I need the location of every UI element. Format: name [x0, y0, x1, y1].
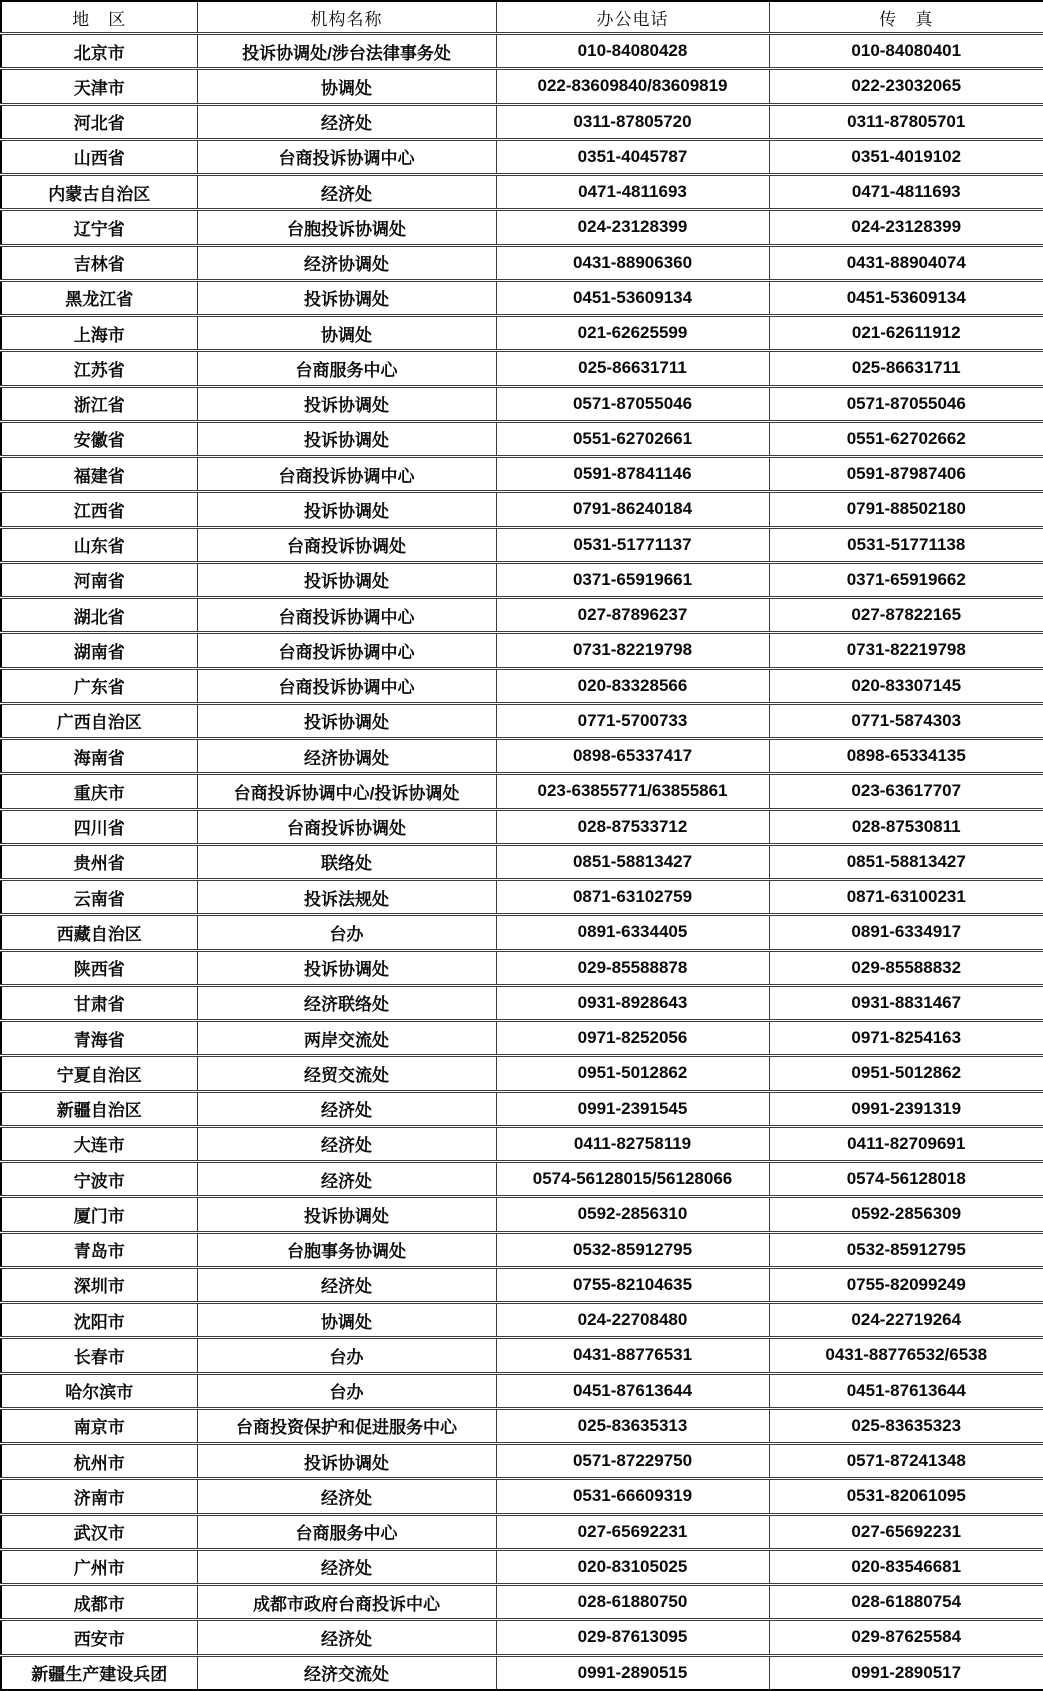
org-cell: 投诉协调处 — [197, 1197, 496, 1232]
phone-cell: 0591-87841146 — [496, 457, 769, 492]
fax-cell: 0731-82219798 — [769, 633, 1043, 668]
region-cell: 北京市 — [1, 34, 197, 69]
table-row — [1, 527, 1043, 562]
region-cell: 山东省 — [1, 527, 197, 562]
table-row — [1, 1021, 1043, 1056]
phone-cell: 020-83105025 — [496, 1549, 769, 1584]
region-cell: 湖北省 — [1, 598, 197, 633]
org-cell: 台商投诉协调中心 — [197, 139, 496, 174]
org-cell: 投诉协调处 — [197, 703, 496, 738]
fax-cell: 0411-82709691 — [769, 1126, 1043, 1161]
fax-cell: 0591-87987406 — [769, 457, 1043, 492]
header-fax: 传 真 — [769, 1, 1043, 34]
org-cell: 投诉协调处 — [197, 492, 496, 527]
phone-cell: 0951-5012862 — [496, 1056, 769, 1091]
table-row — [1, 210, 1043, 245]
phone-cell: 0411-82758119 — [496, 1126, 769, 1161]
org-cell: 经济处 — [197, 1091, 496, 1126]
region-cell: 湖南省 — [1, 633, 197, 668]
region-cell: 南京市 — [1, 1408, 197, 1443]
org-cell: 投诉协调处 — [197, 950, 496, 985]
phone-cell: 027-65692231 — [496, 1514, 769, 1549]
fax-cell: 0531-51771138 — [769, 527, 1043, 562]
region-cell: 江西省 — [1, 492, 197, 527]
region-cell: 云南省 — [1, 880, 197, 915]
phone-cell: 0574-56128015/56128066 — [496, 1162, 769, 1197]
region-cell: 辽宁省 — [1, 210, 197, 245]
region-cell: 吉林省 — [1, 245, 197, 280]
fax-cell: 0891-6334917 — [769, 915, 1043, 950]
phone-cell: 024-23128399 — [496, 210, 769, 245]
fax-cell: 0431-88776532/6538 — [769, 1338, 1043, 1373]
region-cell: 广西自治区 — [1, 703, 197, 738]
region-cell: 深圳市 — [1, 1267, 197, 1302]
fax-cell: 0532-85912795 — [769, 1232, 1043, 1267]
org-cell: 投诉协调处 — [197, 280, 496, 315]
fax-cell: 0551-62702662 — [769, 421, 1043, 456]
region-cell: 黑龙江省 — [1, 280, 197, 315]
org-cell: 经济处 — [197, 104, 496, 139]
phone-cell: 020-83328566 — [496, 668, 769, 703]
phone-cell: 0791-86240184 — [496, 492, 769, 527]
fax-cell: 0991-2890517 — [769, 1655, 1043, 1690]
phone-cell: 0451-53609134 — [496, 280, 769, 315]
region-cell: 河北省 — [1, 104, 197, 139]
org-cell: 经济协调处 — [197, 739, 496, 774]
table-row — [1, 915, 1043, 950]
region-cell: 宁夏自治区 — [1, 1056, 197, 1091]
fax-cell: 0571-87055046 — [769, 386, 1043, 421]
table-row — [1, 175, 1043, 210]
phone-cell: 028-87533712 — [496, 809, 769, 844]
phone-cell: 027-87896237 — [496, 598, 769, 633]
phone-cell: 0471-4811693 — [496, 175, 769, 210]
phone-cell: 0532-85912795 — [496, 1232, 769, 1267]
phone-cell: 021-62625599 — [496, 316, 769, 351]
org-cell: 投诉协调处 — [197, 421, 496, 456]
header-phone: 办公电话 — [496, 1, 769, 34]
table-row — [1, 950, 1043, 985]
phone-cell: 0898-65337417 — [496, 739, 769, 774]
fax-cell: 022-23032065 — [769, 69, 1043, 104]
org-cell: 台商投诉协调中心 — [197, 598, 496, 633]
fax-cell: 0571-87241348 — [769, 1444, 1043, 1479]
phone-cell: 0971-8252056 — [496, 1021, 769, 1056]
table-row — [1, 1126, 1043, 1161]
org-cell: 投诉协调处 — [197, 1444, 496, 1479]
org-cell: 台办 — [197, 915, 496, 950]
phone-cell: 0592-2856310 — [496, 1197, 769, 1232]
phone-cell: 029-85588878 — [496, 950, 769, 985]
region-cell: 西藏自治区 — [1, 915, 197, 950]
region-cell: 长春市 — [1, 1338, 197, 1373]
region-cell: 宁波市 — [1, 1162, 197, 1197]
phone-cell: 0755-82104635 — [496, 1267, 769, 1302]
fax-cell: 0371-65919662 — [769, 562, 1043, 597]
phone-cell: 0551-62702661 — [496, 421, 769, 456]
table-row — [1, 421, 1043, 456]
org-cell: 成都市政府台商投诉中心 — [197, 1585, 496, 1620]
org-cell: 台办 — [197, 1338, 496, 1373]
table-body — [1, 34, 1043, 1691]
phone-cell: 0991-2391545 — [496, 1091, 769, 1126]
region-cell: 新疆生产建设兵团 — [1, 1655, 197, 1690]
region-cell: 大连市 — [1, 1126, 197, 1161]
table-row — [1, 809, 1043, 844]
org-cell: 台商投诉协调处 — [197, 527, 496, 562]
org-cell: 经贸交流处 — [197, 1056, 496, 1091]
region-cell: 江苏省 — [1, 351, 197, 386]
fax-cell: 0451-87613644 — [769, 1373, 1043, 1408]
org-cell: 台商服务中心 — [197, 351, 496, 386]
table-row — [1, 1514, 1043, 1549]
fax-cell: 028-87530811 — [769, 809, 1043, 844]
table-header-row — [1, 1, 1043, 34]
phone-cell: 0431-88906360 — [496, 245, 769, 280]
fax-cell: 0592-2856309 — [769, 1197, 1043, 1232]
table-row — [1, 562, 1043, 597]
org-cell: 台胞投诉协调处 — [197, 210, 496, 245]
org-cell: 联络处 — [197, 844, 496, 879]
phone-cell: 0771-5700733 — [496, 703, 769, 738]
fax-cell: 024-22719264 — [769, 1303, 1043, 1338]
region-cell: 山西省 — [1, 139, 197, 174]
fax-cell: 0431-88904074 — [769, 245, 1043, 280]
table-row — [1, 739, 1043, 774]
region-cell: 浙江省 — [1, 386, 197, 421]
fax-cell: 021-62611912 — [769, 316, 1043, 351]
fax-cell: 023-63617707 — [769, 774, 1043, 809]
org-cell: 台商投诉协调处 — [197, 809, 496, 844]
region-cell: 广州市 — [1, 1549, 197, 1584]
phone-cell: 010-84080428 — [496, 34, 769, 69]
fax-cell: 0931-8831467 — [769, 985, 1043, 1020]
org-cell: 经济处 — [197, 1549, 496, 1584]
table-row — [1, 457, 1043, 492]
fax-cell: 0871-63100231 — [769, 880, 1043, 915]
table-row — [1, 1162, 1043, 1197]
table-row — [1, 1408, 1043, 1443]
region-cell: 青海省 — [1, 1021, 197, 1056]
table-row — [1, 139, 1043, 174]
region-cell: 甘肃省 — [1, 985, 197, 1020]
phone-cell: 0451-87613644 — [496, 1373, 769, 1408]
phone-cell: 025-86631711 — [496, 351, 769, 386]
org-cell: 经济交流处 — [197, 1655, 496, 1690]
region-cell: 西安市 — [1, 1620, 197, 1655]
fax-cell: 010-84080401 — [769, 34, 1043, 69]
phone-cell: 0371-65919661 — [496, 562, 769, 597]
org-cell: 经济处 — [197, 1620, 496, 1655]
region-cell: 杭州市 — [1, 1444, 197, 1479]
org-cell: 台商投诉协调中心/投诉协调处 — [197, 774, 496, 809]
table-row — [1, 1056, 1043, 1091]
table-row — [1, 316, 1043, 351]
table-row — [1, 880, 1043, 915]
phone-cell: 022-83609840/83609819 — [496, 69, 769, 104]
phone-cell: 0731-82219798 — [496, 633, 769, 668]
phone-cell: 0351-4045787 — [496, 139, 769, 174]
region-cell: 济南市 — [1, 1479, 197, 1514]
region-cell: 新疆自治区 — [1, 1091, 197, 1126]
table-row — [1, 1267, 1043, 1302]
region-cell: 武汉市 — [1, 1514, 197, 1549]
fax-cell: 0791-88502180 — [769, 492, 1043, 527]
region-cell: 海南省 — [1, 739, 197, 774]
phone-cell: 0571-87229750 — [496, 1444, 769, 1479]
org-cell: 经济联络处 — [197, 985, 496, 1020]
org-cell: 协调处 — [197, 69, 496, 104]
table-row — [1, 1549, 1043, 1584]
region-cell: 广东省 — [1, 668, 197, 703]
fax-cell: 029-85588832 — [769, 950, 1043, 985]
fax-cell: 025-86631711 — [769, 351, 1043, 386]
org-cell: 经济处 — [197, 1267, 496, 1302]
table-row — [1, 1338, 1043, 1373]
region-cell: 福建省 — [1, 457, 197, 492]
region-cell: 四川省 — [1, 809, 197, 844]
fax-cell: 0351-4019102 — [769, 139, 1043, 174]
header-region: 地 区 — [1, 1, 197, 34]
phone-cell: 028-61880750 — [496, 1585, 769, 1620]
phone-cell: 0571-87055046 — [496, 386, 769, 421]
region-cell: 内蒙古自治区 — [1, 175, 197, 210]
table-row — [1, 633, 1043, 668]
table-row — [1, 1585, 1043, 1620]
region-cell: 河南省 — [1, 562, 197, 597]
table-row — [1, 1444, 1043, 1479]
fax-cell: 0574-56128018 — [769, 1162, 1043, 1197]
org-cell: 台商服务中心 — [197, 1514, 496, 1549]
org-cell: 经济处 — [197, 1162, 496, 1197]
region-cell: 上海市 — [1, 316, 197, 351]
phone-cell: 0431-88776531 — [496, 1338, 769, 1373]
org-cell: 投诉协调处 — [197, 386, 496, 421]
region-cell: 天津市 — [1, 69, 197, 104]
org-cell: 台商投诉协调中心 — [197, 633, 496, 668]
fax-cell: 0755-82099249 — [769, 1267, 1043, 1302]
fax-cell: 0451-53609134 — [769, 280, 1043, 315]
phone-cell: 0311-87805720 — [496, 104, 769, 139]
table-row — [1, 1373, 1043, 1408]
fax-cell: 0471-4811693 — [769, 175, 1043, 210]
fax-cell: 028-61880754 — [769, 1585, 1043, 1620]
fax-cell: 0971-8254163 — [769, 1021, 1043, 1056]
region-cell: 安徽省 — [1, 421, 197, 456]
table-row — [1, 1197, 1043, 1232]
table-row — [1, 492, 1043, 527]
table-row — [1, 1479, 1043, 1514]
table-row — [1, 1303, 1043, 1338]
fax-cell: 020-83546681 — [769, 1549, 1043, 1584]
phone-cell: 0531-51771137 — [496, 527, 769, 562]
table-row — [1, 668, 1043, 703]
fax-cell: 0991-2391319 — [769, 1091, 1043, 1126]
fax-cell: 027-87822165 — [769, 598, 1043, 633]
fax-cell: 0898-65334135 — [769, 739, 1043, 774]
fax-cell: 0851-58813427 — [769, 844, 1043, 879]
table-row — [1, 1655, 1043, 1690]
table-row — [1, 351, 1043, 386]
table-row — [1, 1232, 1043, 1267]
phone-cell: 0851-58813427 — [496, 844, 769, 879]
fax-cell: 0531-82061095 — [769, 1479, 1043, 1514]
header-org: 机构名称 — [197, 1, 496, 34]
phone-cell: 0531-66609319 — [496, 1479, 769, 1514]
table-row — [1, 245, 1043, 280]
phone-cell: 0931-8928643 — [496, 985, 769, 1020]
region-cell: 重庆市 — [1, 774, 197, 809]
phone-cell: 0991-2890515 — [496, 1655, 769, 1690]
phone-cell: 023-63855771/63855861 — [496, 774, 769, 809]
table-row — [1, 985, 1043, 1020]
region-cell: 贵州省 — [1, 844, 197, 879]
table-row — [1, 1091, 1043, 1126]
org-cell: 台商投诉协调中心 — [197, 668, 496, 703]
table-row — [1, 69, 1043, 104]
table-row — [1, 844, 1043, 879]
org-cell: 经济处 — [197, 1479, 496, 1514]
region-cell: 陕西省 — [1, 950, 197, 985]
org-cell: 投诉法规处 — [197, 880, 496, 915]
region-cell: 成都市 — [1, 1585, 197, 1620]
org-cell: 经济协调处 — [197, 245, 496, 280]
org-cell: 投诉协调处 — [197, 562, 496, 597]
fax-cell: 0951-5012862 — [769, 1056, 1043, 1091]
table-row — [1, 1620, 1043, 1655]
org-cell: 协调处 — [197, 316, 496, 351]
table-row — [1, 774, 1043, 809]
phone-cell: 025-83635313 — [496, 1408, 769, 1443]
table-row — [1, 34, 1043, 69]
table-row — [1, 386, 1043, 421]
table-row — [1, 703, 1043, 738]
fax-cell: 027-65692231 — [769, 1514, 1043, 1549]
table-row — [1, 280, 1043, 315]
org-cell: 经济处 — [197, 1126, 496, 1161]
region-cell: 沈阳市 — [1, 1303, 197, 1338]
phone-cell: 024-22708480 — [496, 1303, 769, 1338]
org-cell: 协调处 — [197, 1303, 496, 1338]
region-cell: 厦门市 — [1, 1197, 197, 1232]
fax-cell: 029-87625584 — [769, 1620, 1043, 1655]
org-cell: 台商投诉协调中心 — [197, 457, 496, 492]
org-cell: 投诉协调处/涉台法律事务处 — [197, 34, 496, 69]
fax-cell: 0311-87805701 — [769, 104, 1043, 139]
org-cell: 经济处 — [197, 175, 496, 210]
fax-cell: 024-23128399 — [769, 210, 1043, 245]
org-cell: 台商投资保护和促进服务中心 — [197, 1408, 496, 1443]
phone-cell: 029-87613095 — [496, 1620, 769, 1655]
org-cell: 台胞事务协调处 — [197, 1232, 496, 1267]
fax-cell: 0771-5874303 — [769, 703, 1043, 738]
phone-cell: 0871-63102759 — [496, 880, 769, 915]
region-cell: 哈尔滨市 — [1, 1373, 197, 1408]
phone-cell: 0891-6334405 — [496, 915, 769, 950]
fax-cell: 020-83307145 — [769, 668, 1043, 703]
fax-cell: 025-83635323 — [769, 1408, 1043, 1443]
table-row — [1, 104, 1043, 139]
region-cell: 青岛市 — [1, 1232, 197, 1267]
org-cell: 两岸交流处 — [197, 1021, 496, 1056]
table-row — [1, 598, 1043, 633]
org-cell: 台办 — [197, 1373, 496, 1408]
